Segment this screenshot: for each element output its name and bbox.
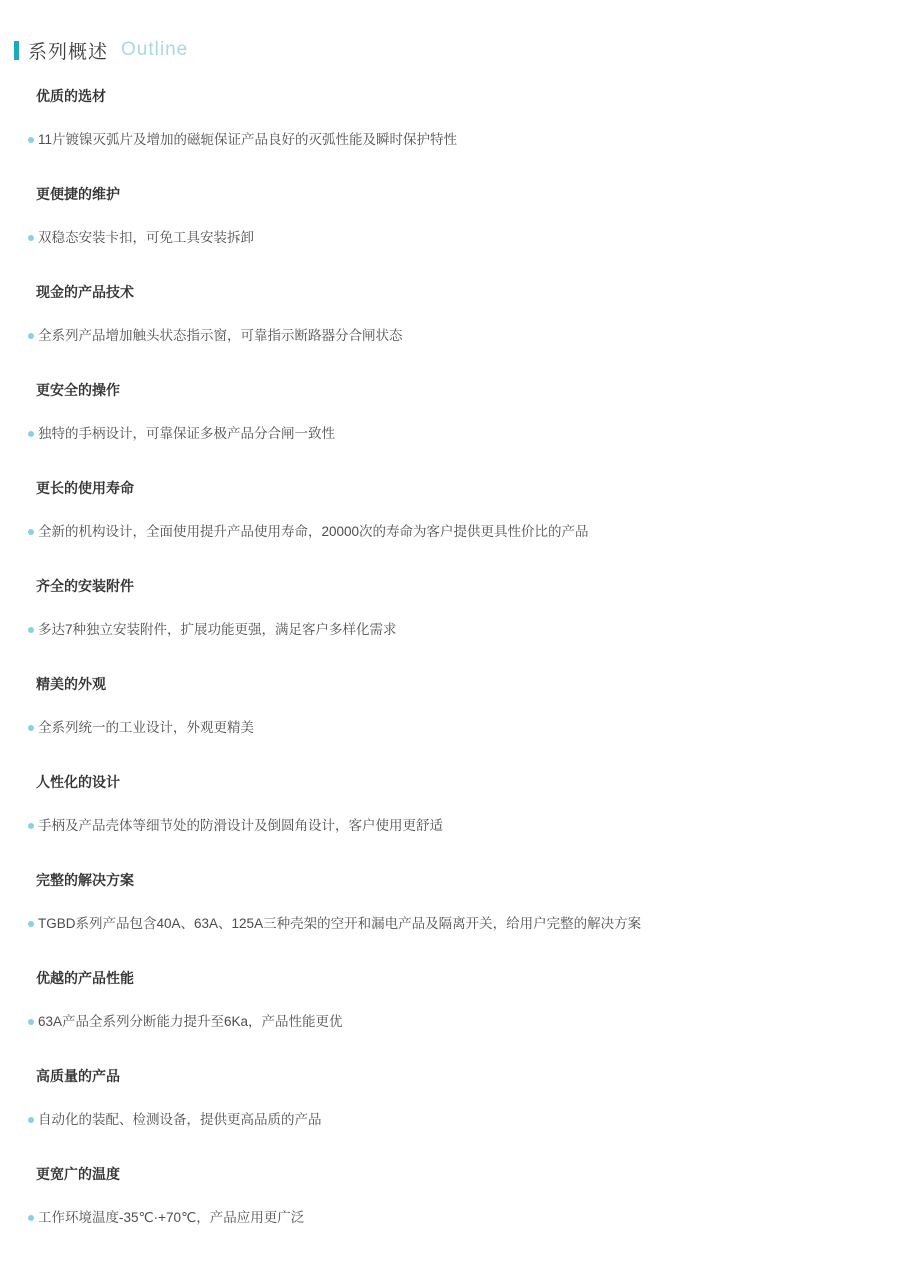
feature-heading: 优质的选材 — [36, 88, 106, 104]
feature-heading: 人性化的设计 — [36, 774, 120, 790]
bullet-icon — [28, 529, 34, 535]
bullet-icon — [28, 1215, 34, 1221]
feature-section — [0, 274, 900, 372]
bullet-icon — [28, 823, 34, 829]
feature-heading: 精美的外观 — [36, 676, 106, 692]
feature-detail: 手柄及产品壳体等细节处的防滑设计及倒圆角设计，客户使用更舒适 — [38, 818, 443, 833]
feature-detail: 工作环境温度-35℃·+70℃，产品应用更广泛 — [38, 1210, 305, 1225]
feature-detail: TGBD系列产品包含40A、63A、125A三种壳架的空开和漏电产品及隔离开关，给用户完整的解决方案 — [38, 916, 642, 931]
accent-bar-icon — [14, 41, 19, 60]
feature-section — [0, 372, 900, 470]
bullet-icon — [28, 235, 34, 241]
feature-heading: 完整的解决方案 — [36, 872, 134, 888]
feature-heading: 更宽广的温度 — [36, 1166, 120, 1182]
feature-section — [0, 960, 900, 1058]
feature-heading: 更便捷的维护 — [36, 186, 120, 202]
feature-section — [0, 470, 900, 568]
feature-section — [0, 78, 900, 176]
feature-detail: 全系列统一的工业设计，外观更精美 — [38, 720, 254, 735]
page-title-en: Outline — [121, 39, 189, 60]
feature-heading: 现金的产品技术 — [36, 284, 134, 300]
feature-heading: 更安全的操作 — [36, 382, 120, 398]
feature-heading: 齐全的安装附件 — [36, 578, 134, 594]
feature-section — [0, 176, 900, 274]
feature-list — [0, 78, 900, 1254]
feature-detail: 独特的手柄设计，可靠保证多极产品分合闸一致性 — [38, 426, 335, 441]
feature-section — [0, 1156, 900, 1254]
feature-section — [0, 568, 900, 666]
bullet-icon — [28, 627, 34, 633]
feature-detail: 自动化的装配、检测设备，提供更高品质的产品 — [38, 1112, 322, 1127]
feature-detail: 多达7种独立安装附件，扩展功能更强，满足客户多样化需求 — [38, 622, 397, 637]
feature-detail: 11片镀镍灭弧片及增加的磁轭保证产品良好的灭弧性能及瞬时保护特性 — [38, 132, 458, 147]
bullet-icon — [28, 431, 34, 437]
bullet-icon — [28, 137, 34, 143]
feature-detail: 全新的机构设计，全面使用提升产品使用寿命，20000次的寿命为客户提供更具性价比的产品 — [38, 524, 589, 539]
bullet-icon — [28, 1117, 34, 1123]
page-title-cn: 系列概述 — [28, 41, 109, 63]
feature-heading: 高质量的产品 — [36, 1068, 120, 1084]
bullet-icon — [28, 333, 34, 339]
bullet-icon — [28, 1019, 34, 1025]
feature-section — [0, 764, 900, 862]
feature-section — [0, 862, 900, 960]
feature-detail: 63A产品全系列分断能力提升至6Ka，产品性能更优 — [38, 1014, 343, 1029]
feature-heading: 优越的产品性能 — [36, 970, 134, 986]
bullet-icon — [28, 921, 34, 927]
bullet-icon — [28, 725, 34, 731]
section-title — [14, 39, 188, 61]
feature-detail: 全系列产品增加触头状态指示窗，可靠指示断路器分合闸状态 — [38, 328, 403, 343]
feature-heading: 更长的使用寿命 — [36, 480, 134, 496]
feature-detail: 双稳态安装卡扣，可免工具安装拆卸 — [38, 230, 254, 245]
feature-section — [0, 666, 900, 764]
feature-section — [0, 1058, 900, 1156]
